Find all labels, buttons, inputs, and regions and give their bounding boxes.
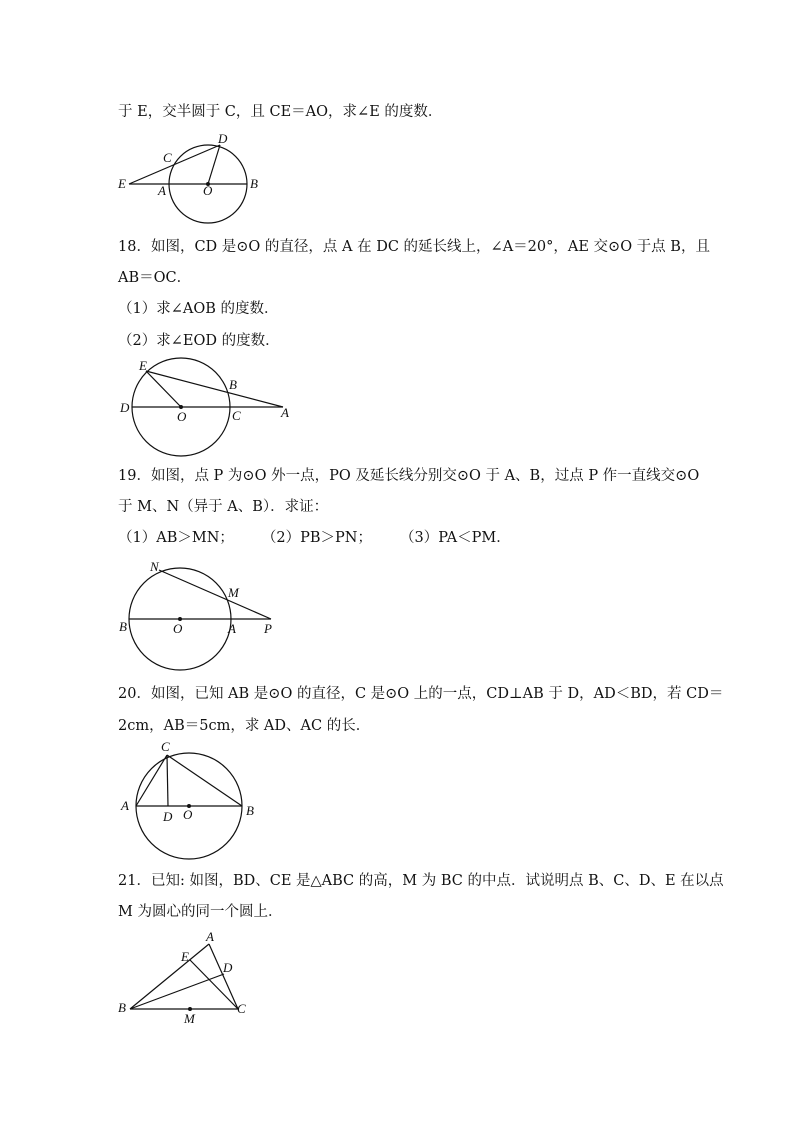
label-a: A	[206, 929, 214, 944]
line-cb	[167, 755, 242, 806]
label-e: E	[139, 358, 147, 373]
line-ea	[146, 371, 283, 407]
line-od	[208, 145, 220, 184]
line-eo	[146, 371, 181, 407]
label-a: A	[121, 798, 129, 813]
line-cd	[167, 755, 168, 806]
problem-18-line1: 18．如图，CD 是⊙O 的直径，点 A 在 DC 的延长线上，∠A＝20°，AE 交⊙O 于点 B，且	[118, 239, 710, 255]
problem-20-line1: 20．如图，已知 AB 是⊙O 的直径，C 是⊙O 上的一点，CD⊥AB 于 D，AD＜BD，若 CD＝	[118, 686, 724, 702]
label-c: C	[232, 408, 241, 423]
label-b: B	[229, 377, 237, 392]
figure-19	[110, 555, 290, 675]
figure-17	[110, 125, 280, 235]
label-m: M	[184, 1011, 195, 1026]
label-a: A	[158, 183, 166, 198]
problem-19-line2: 于 M、N（异于 A、B）．求证：	[118, 499, 329, 515]
label-a: A	[281, 405, 289, 420]
problem-19-line1: 19．如图，点 P 为⊙O 外一点，PO 及延长线分别交⊙O 于 A、B，过点 P 作一直线交⊙O	[118, 468, 700, 484]
line-bd	[130, 974, 224, 1009]
label-c: C	[161, 739, 170, 754]
label-e: E	[118, 176, 126, 191]
label-m: M	[228, 585, 239, 600]
figure-21	[110, 928, 270, 1028]
line-ac	[209, 944, 238, 1009]
label-c: C	[163, 150, 172, 165]
line-ac	[136, 755, 167, 806]
problem-18-q1: （1）求∠AOB 的度数．	[118, 301, 279, 317]
label-o: O	[173, 621, 183, 636]
label-b: B	[118, 1000, 126, 1015]
line-ba	[130, 944, 209, 1009]
label-d: D	[223, 960, 233, 975]
label-p: P	[264, 621, 272, 636]
label-b: B	[250, 176, 258, 191]
problem-19-item-3: （3）PA＜PM．	[399, 530, 511, 546]
label-o: O	[203, 183, 213, 198]
problem-21-line1: 21．已知: 如图，BD、CE 是△ABC 的高，M 为 BC 的中点．试说明点 B、C、D、E 在以点	[118, 873, 724, 889]
line-ed	[129, 145, 220, 184]
label-e: E	[181, 949, 189, 964]
figure-20	[110, 735, 270, 865]
label-a: A	[228, 621, 236, 636]
figure-18	[110, 355, 300, 465]
problem-19-item-2: （2）PB＞PN；	[261, 530, 372, 546]
problem-19-item-1: （1）AB＞MN；	[118, 530, 234, 546]
problem-17-text: 于 E，交半圆于 C，且 CE＝AO，求∠E 的度数．	[118, 104, 443, 120]
problem-18-line2: AB＝OC．	[118, 270, 192, 286]
problem-20-line2: 2cm，AB＝5cm，求 AD、AC 的长．	[118, 718, 371, 734]
label-d: D	[218, 131, 228, 146]
label-b: B	[246, 803, 254, 818]
label-o: O	[183, 807, 193, 822]
problem-18-q2: （2）求∠EOD 的度数．	[118, 333, 280, 349]
label-d: D	[120, 400, 130, 415]
line-np	[159, 570, 271, 619]
label-n: N	[150, 559, 159, 574]
label-c: C	[237, 1001, 246, 1016]
label-d: D	[163, 809, 173, 824]
label-o: O	[177, 409, 187, 424]
label-b: B	[119, 619, 127, 634]
problem-19-items	[118, 528, 511, 548]
problem-21-line2: M 为圆心的同一个圆上．	[118, 904, 283, 920]
